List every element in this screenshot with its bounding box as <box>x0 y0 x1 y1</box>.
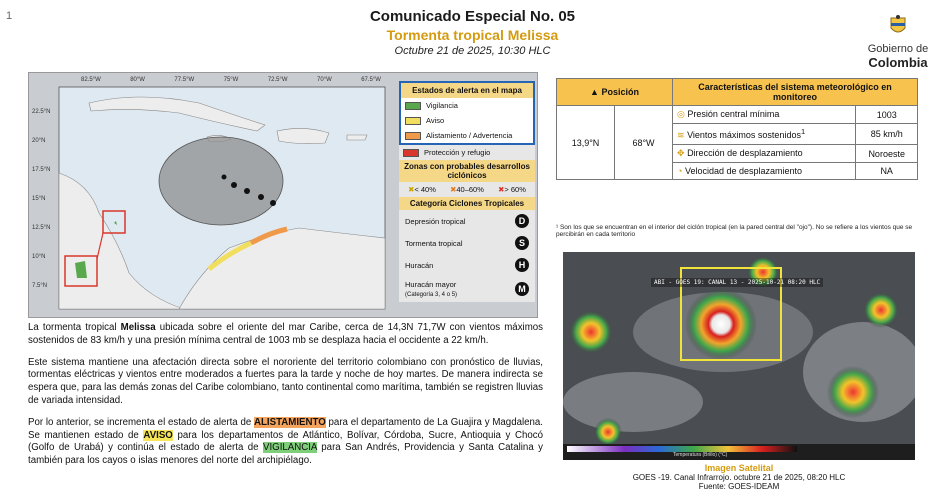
paragraph-3 <box>28 417 543 468</box>
pressure-value: 1003 <box>856 106 918 124</box>
color-swatch <box>405 102 421 110</box>
caption-title: Imagen Satelital <box>704 463 774 473</box>
category-badge: M <box>515 282 529 296</box>
lon-label: 70°W <box>317 77 332 83</box>
zone-high-icon: ✖ <box>498 185 505 194</box>
category-depresion <box>399 210 535 232</box>
legend-item-proteccion <box>399 145 535 160</box>
logo-line-1: Gobierno de <box>867 43 929 55</box>
lat-label: 7.5°N <box>32 283 48 289</box>
compass-icon: ✥ <box>677 148 685 158</box>
legend-label: Aviso <box>426 116 445 125</box>
caption-line-2: GOES -19. Canal Infrarrojo. octubre 21 de 2025, 08:20 HLC <box>632 473 846 482</box>
text-run: para San Andrés, Providencia y Santa Catalina y también para los cayos o islas menores del norte del archipiélago. <box>28 442 543 467</box>
position-header <box>557 79 673 106</box>
latitude-cell: 13,9°N <box>557 106 615 180</box>
legend-item-vigilancia <box>401 98 533 113</box>
wind-icon: ≋ <box>677 130 685 140</box>
category-huracan-mayor <box>399 276 535 302</box>
row-label: Velocidad de desplazamiento <box>684 166 803 176</box>
zone-low-icon: ✖ <box>408 185 415 194</box>
color-swatch <box>405 132 421 140</box>
alert-map <box>28 72 538 318</box>
lat-label: 10°N <box>32 254 46 260</box>
legend-item-alistamiento <box>401 128 533 143</box>
satellite-overlay-text: ABI - GOES 19: CANAL 13 - 2025-10-21 08:20 HLC <box>651 278 823 287</box>
legend-item-aviso <box>401 113 533 128</box>
satellite-caption <box>563 463 915 491</box>
lat-label: 12.5°N <box>32 225 51 231</box>
legend-label: Protección y refugio <box>424 148 491 157</box>
position-header-label: Posición <box>601 87 639 97</box>
chars-header: Características del sistema meteorológico en monitoreo <box>673 79 918 106</box>
caption-line-3: Fuente: GOES-IDEAM <box>698 482 780 491</box>
lat-label: 17.5°N <box>32 167 51 173</box>
category-sublabel: (Categoría 3, 4 o 5) <box>405 292 458 298</box>
paragraph-2: Este sistema mantiene una afectación directa sobre el nororiente del territorio colombiano con pronóstico de lluvias, tormentas eléctricas y vientos entre moderados a fuertes para la tarde y noche de hoy martes. De manera indirecta se espera que, para las demás zonas del Caribe colombiano, tanto continental como marítima, también se registren lluvias de variada intensidad. <box>28 356 543 406</box>
category-label: Huracán <box>405 260 434 270</box>
longitude-cell: 68°W <box>615 106 673 180</box>
category-label-group <box>405 280 457 298</box>
row-pressure <box>673 106 856 124</box>
issue-date: Octubre 21 de 2025, 10:30 HLC <box>394 45 551 57</box>
lat-label: 20°N <box>32 138 46 144</box>
table-footnote: ¹ Son los que se encuentran en el interior del ciclón tropical (en la pared central del "ojo"). No se refiere a los vientos que se percibirán en cada territorio <box>556 224 913 238</box>
pressure-icon: ◎ <box>677 109 685 119</box>
speed-value: NA <box>856 163 918 180</box>
zone-label: > 60% <box>504 185 526 194</box>
lon-label: 72.5°W <box>267 77 288 83</box>
lon-label: 75°W <box>223 77 239 83</box>
color-swatch <box>405 117 421 125</box>
speed-gauge-icon: ◔ <box>677 166 683 176</box>
header <box>300 8 645 57</box>
alert-vigilancia: VIGILANCIA <box>263 442 317 454</box>
lat-label: 15°N <box>32 196 46 202</box>
category-label: Tormenta tropical <box>405 238 463 248</box>
page-title: Comunicado Especial No. 05 <box>369 8 576 25</box>
alert-aviso: AVISO <box>143 429 173 441</box>
alert-legend <box>399 81 535 145</box>
row-direction <box>673 145 856 163</box>
zone-mid <box>450 185 484 194</box>
category-huracan <box>399 254 535 276</box>
zone-mid-icon: ✖ <box>450 185 457 194</box>
text-run: para el departamento de La Guajira y Magdalena. Se mantienen estado de <box>28 416 543 441</box>
color-swatch <box>403 149 419 157</box>
zone-high <box>498 185 526 194</box>
lon-labels-top <box>81 77 381 83</box>
lon-label: 67.5°W <box>361 77 381 83</box>
page-subtitle: Tormenta tropical Melissa <box>386 27 559 43</box>
text-run: La tormenta tropical <box>28 322 121 333</box>
category-label: Huracán mayor <box>405 280 457 289</box>
lat-labels-left <box>32 109 50 289</box>
legend-label: Alistamiento / Advertencia <box>426 131 513 140</box>
storm-name: Melissa <box>120 322 156 333</box>
alert-legend-title: Estados de alerta en el mapa <box>401 83 533 98</box>
text-run: para los departamentos de Atlántico, Bolívar, Córdoba, Sucre, Antioquia y Chocó (Golfo de Urabá) y continúa el estado de alerta de <box>28 429 543 454</box>
category-badge: H <box>515 258 529 272</box>
row-label: Presión central mínima <box>687 109 780 119</box>
category-badge: D <box>515 214 529 228</box>
warning-icon: ▲ <box>590 87 599 97</box>
category-tormenta <box>399 232 535 254</box>
zone-label: 40–60% <box>456 185 484 194</box>
row-speed <box>673 163 856 180</box>
zones-legend <box>399 182 535 197</box>
text-run: ubicada sobre el oriente del mar Caribe, cerca de 14,3N 71,7W con vientos máximos sostenidos de 83 km/h y una presión mínima central de 1003 mb se desplaza hacia el occidente a 22 km/h. <box>28 322 543 346</box>
legend-label: Vigilancia <box>426 101 458 110</box>
lon-label: 80°W <box>130 77 145 83</box>
alert-alistamiento: ALISTAMIENTO <box>254 416 326 428</box>
bulletin-text <box>28 322 543 477</box>
wind-value: 85 km/h <box>856 124 918 145</box>
system-info-table <box>556 78 918 180</box>
logo-line-2: Colombia <box>868 55 928 70</box>
category-legend-title: Categoría Ciclones Tropicales <box>399 197 535 210</box>
row-wind <box>673 124 856 145</box>
text-run: Por lo anterior, se incrementa el estado de alerta de <box>28 416 254 428</box>
government-logo <box>860 14 936 70</box>
satellite-image <box>563 252 915 460</box>
lat-label: 22.5°N <box>32 109 51 115</box>
zones-legend-title: Zonas con probables desarrollos ciclónicos <box>399 160 535 182</box>
category-label: Depresión tropical <box>405 216 466 226</box>
category-badge: S <box>515 236 529 250</box>
footnote-ref: 1 <box>800 127 806 136</box>
coat-of-arms-icon <box>887 14 909 38</box>
lon-label: 77.5°W <box>174 77 195 83</box>
page-number: 1 <box>6 10 13 22</box>
row-label: Vientos máximos sostenidos <box>687 130 801 140</box>
map-legend <box>399 81 535 302</box>
colorbar-label: Temperatura (Brillo) (°C) <box>673 452 728 458</box>
direction-value: Noroeste <box>856 145 918 163</box>
zone-label: < 40% <box>414 185 436 194</box>
zone-low <box>408 185 436 194</box>
paragraph-1 <box>28 322 543 348</box>
lon-label: 82.5°W <box>81 77 101 83</box>
row-label: Dirección de desplazamiento <box>687 148 803 158</box>
